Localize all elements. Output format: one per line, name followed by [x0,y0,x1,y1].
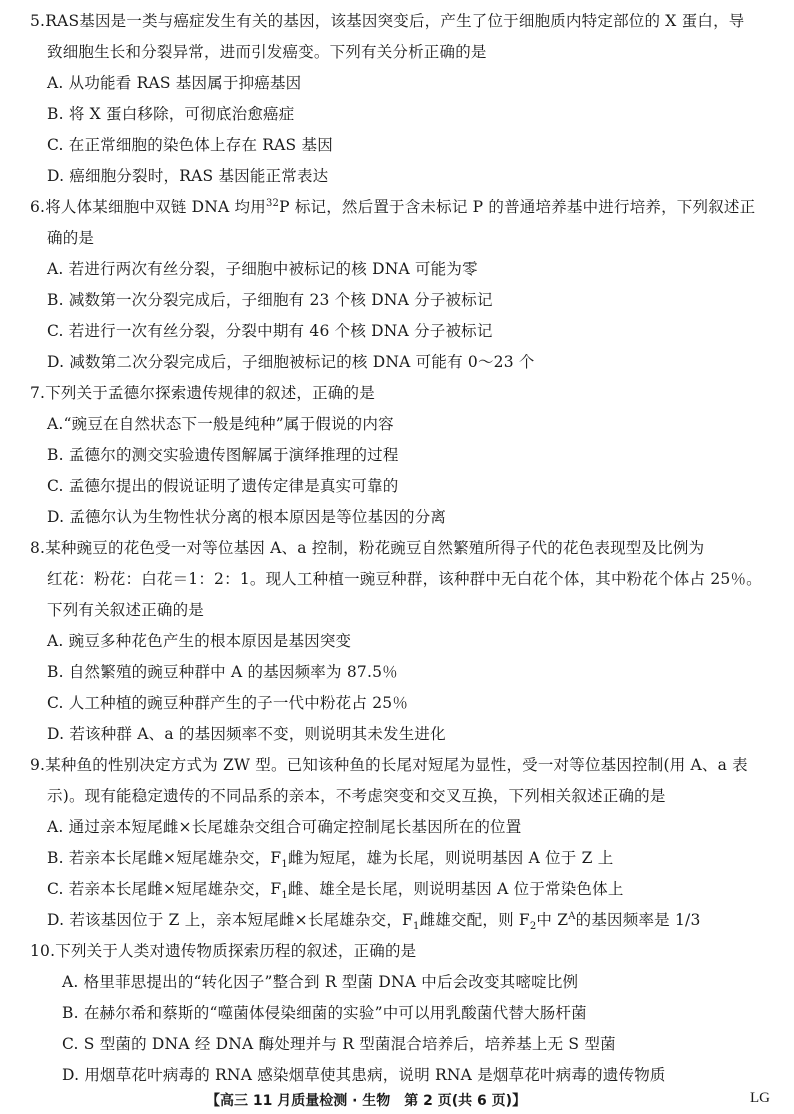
q9-option-c-text-a: C. 若亲本长尾雌×短尾雄杂交，F [47,880,282,898]
q9-option-d-superscript: A [568,910,576,922]
q6-stem-text-a: 6.将人体某细胞中双链 DNA 均用 [30,198,266,216]
q6-option-a: A. 若进行两次有丝分裂，子细胞中被标记的核 DNA 可能为零 [47,260,478,278]
q9-option-b-subscript: 1 [281,859,288,871]
q9-option-d-text-b: 雌雄交配，则 F [419,911,530,929]
q6-stem-line-2: 确的是 [47,229,95,247]
q9-option-c [47,879,624,902]
q7-option-d: D. 孟德尔认为生物性状分离的根本原因是等位基因的分离 [47,508,447,526]
q7-option-a: A.“豌豆在自然状态下一般是纯种”属于假说的内容 [47,415,394,433]
q5-option-d: D. 癌细胞分裂时，RAS 基因能正常表达 [47,167,329,185]
q5-option-b: B. 将 X 蛋白移除，可彻底治愈癌症 [47,105,295,123]
q9-option-d-subscript-1: 1 [413,921,420,933]
q7-option-b: B. 孟德尔的测交实验遗传图解属于演绎推理的过程 [47,446,399,464]
q9-option-d-text-c: 中 Z [536,911,569,929]
q8-stem-line-3: 下列有关叙述正确的是 [47,601,205,619]
q9-option-a: A. 通过亲本短尾雌×长尾雄杂交组合可确定控制尾长基因所在的位置 [47,818,522,836]
q9-option-c-subscript: 1 [281,890,288,902]
q9-option-b-text-b: 雌为短尾，雄为长尾，则说明基因 A 位于 Z 上 [287,849,614,867]
q9-stem-line-2: 示)。现有能稳定遗传的不同品系的亲本，不考虑突变和交叉互换，下列相关叙述正确的是 [47,787,666,805]
q9-option-c-text-b: 雌、雄全是长尾，则说明基因 A 位于常染色体上 [287,880,624,898]
footer-title: 【高三 11 月质量检测 · 生物 第 2 页(共 6 页)】 [206,1093,527,1109]
q6-option-c: C. 若进行一次有丝分裂，分裂中期有 46 个核 DNA 分子被标记 [47,322,493,340]
q9-option-d-text-a: D. 若该基因位于 Z 上，亲本短尾雌×长尾雄杂交，F [47,911,413,929]
q5-stem-line-1: 5.RAS基因是一类与癌症发生有关的基因，该基因突变后，产生了位于细胞质内特定部位的 X 蛋白，导 [30,12,745,30]
q8-option-d: D. 若该种群 A、a 的基因频率不变，则说明其未发生进化 [47,725,446,743]
q9-option-d-subscript-2: 2 [529,921,537,933]
q8-stem-line-2: 红花：粉花：白花＝1：2：1。现人工种植一豌豆种群，该种群中无白花个体，其中粉花个体占 25％。 [47,570,762,588]
q8-option-b: B. 自然繁殖的豌豆种群中 A 的基因频率为 87.5％ [47,663,398,681]
q8-option-c: C. 人工种植的豌豆种群产生的子一代中粉花占 25％ [47,694,409,712]
q9-option-d [47,910,701,933]
q5-stem-line-2: 致细胞生长和分裂异常，进而引发癌变。下列有关分析正确的是 [47,43,487,61]
q6-option-d: D. 减数第二次分裂完成后，子细胞被标记的核 DNA 可能有 0～23 个 [47,353,535,371]
q7-option-c: C. 孟德尔提出的假说证明了遗传定律是真实可靠的 [47,477,399,495]
q10-option-b: B. 在赫尔希和蔡斯的“噬菌体侵染细菌的实验”中可以用乳酸菌代替大肠杆菌 [62,1004,587,1022]
footer-code: LG [750,1090,770,1106]
q6-option-b: B. 减数第一次分裂完成后，子细胞有 23 个核 DNA 分子被标记 [47,291,493,309]
q9-option-b-text-a: B. 若亲本长尾雌×短尾雄杂交，F [47,849,282,867]
q10-option-d: D. 用烟草花叶病毒的 RNA 感染烟草使其患病，说明 RNA 是烟草花叶病毒的遗传物质 [62,1066,666,1084]
q5-option-c: C. 在正常细胞的染色体上存在 RAS 基因 [47,136,333,154]
q9-stem-line-1: 9.某种鱼的性别决定方式为 ZW 型。已知该种鱼的长尾对短尾为显性，受一对等位基因控制(用 A、a 表 [30,756,748,774]
q8-stem-line-1: 8.某种豌豆的花色受一对等位基因 A、a 控制，粉花豌豆自然繁殖所得子代的花色表现型及比例为 [30,539,705,557]
q9-option-b [47,848,614,871]
q6-stem-line-1 [30,197,755,217]
q9-option-d-text-d: 的基因频率是 1/3 [575,911,701,929]
q6-stem-text-b: P 标记，然后置于含未标记 P 的普通培养基中进行培养，下列叙述正 [279,198,756,216]
q6-isotope-mass: 32 [265,197,280,209]
q7-stem-line-1: 7.下列关于孟德尔探索遗传规律的叙述，正确的是 [30,384,375,402]
q10-stem-line-1: 10.下列关于人类对遗传物质探索历程的叙述，正确的是 [30,942,417,960]
q8-option-a: A. 豌豆多种花色产生的根本原因是基因突变 [47,632,352,650]
q5-option-a: A. 从功能看 RAS 基因属于抑癌基因 [47,74,302,92]
q10-option-c: C. S 型菌的 DNA 经 DNA 酶处理并与 R 型菌混合培养后，培养基上无 S 型菌 [62,1035,616,1053]
q10-option-a: A. 格里菲思提出的“转化因子”整合到 R 型菌 DNA 中后会改变其嘧啶比例 [62,973,579,991]
page-footer [0,1090,794,1114]
